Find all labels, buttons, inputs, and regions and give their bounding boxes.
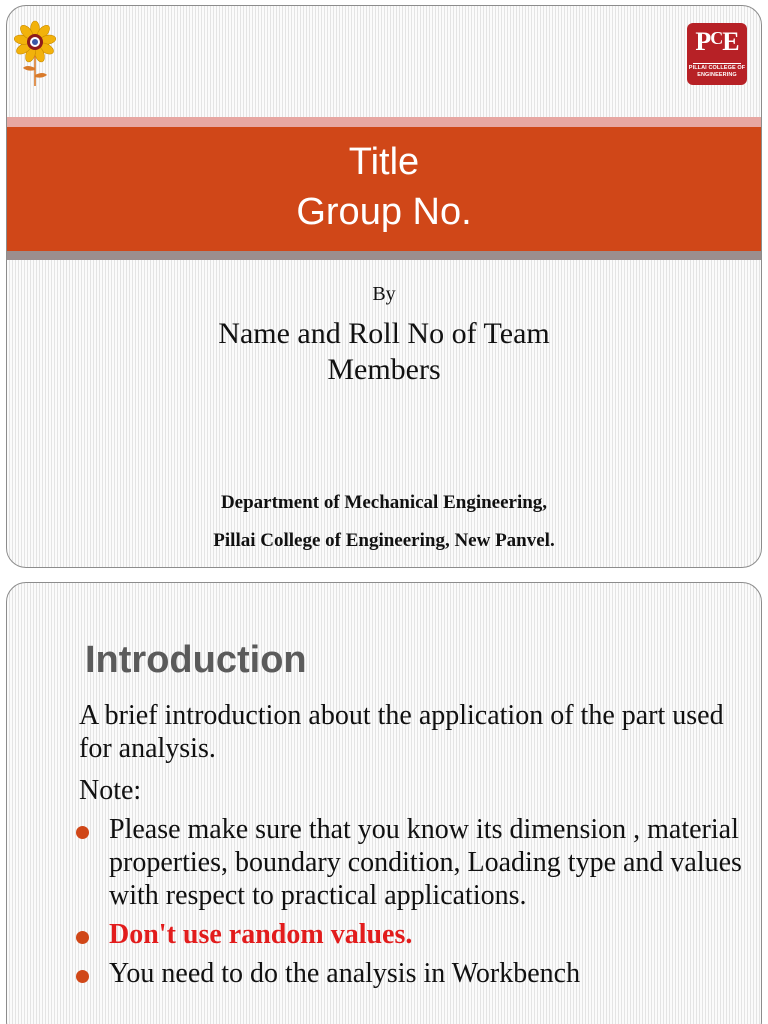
department-name: Department of Mechanical Engineering, <box>220 492 548 513</box>
college-logo-subtitle: PILLAI COLLEGE OF ENGINEERING <box>688 65 746 78</box>
slide-title: Title <box>348 141 420 183</box>
title-band-bottom-stripe <box>7 251 761 260</box>
bullet-dot-icon <box>76 931 89 944</box>
bullet-dot-icon <box>76 970 89 983</box>
college-logo-mark: $P^CE$ <box>695 27 739 56</box>
title-band <box>7 127 761 251</box>
bullet-item <box>71 957 751 990</box>
college-logo-rule <box>693 63 741 64</box>
introduction-slide <box>6 582 762 1024</box>
note-label: Note: <box>79 775 142 806</box>
sunflower-icon <box>13 20 57 88</box>
bullet-text: Please make sure that you know its dimension , material properties, boundary condition, Loading type and values with respect to practical applications. <box>109 814 742 911</box>
bullet-list <box>71 813 751 996</box>
title-slide <box>6 5 762 568</box>
department-block <box>7 484 761 560</box>
title-band-top-stripe <box>7 117 761 127</box>
team-members-line1: Name and Roll No of Team <box>218 317 550 350</box>
bullet-text: You need to do the analysis in Workbench <box>109 958 581 989</box>
bullet-item <box>71 813 751 912</box>
college-logo <box>687 23 747 85</box>
slide-heading: Introduction <box>85 639 307 681</box>
intro-paragraph: A brief introduction about the application of the part used for analysis. <box>79 700 724 764</box>
college-name: Pillai College of Engineering, New Panvel. <box>213 530 555 551</box>
group-number: Group No. <box>296 191 472 233</box>
bullet-text: Don't use random values. <box>109 919 413 950</box>
team-members <box>7 316 761 388</box>
by-label: By <box>372 283 396 305</box>
bullet-dot-icon <box>76 826 89 839</box>
team-members-line2: Members <box>327 353 441 386</box>
bullet-item-warning <box>71 918 751 951</box>
